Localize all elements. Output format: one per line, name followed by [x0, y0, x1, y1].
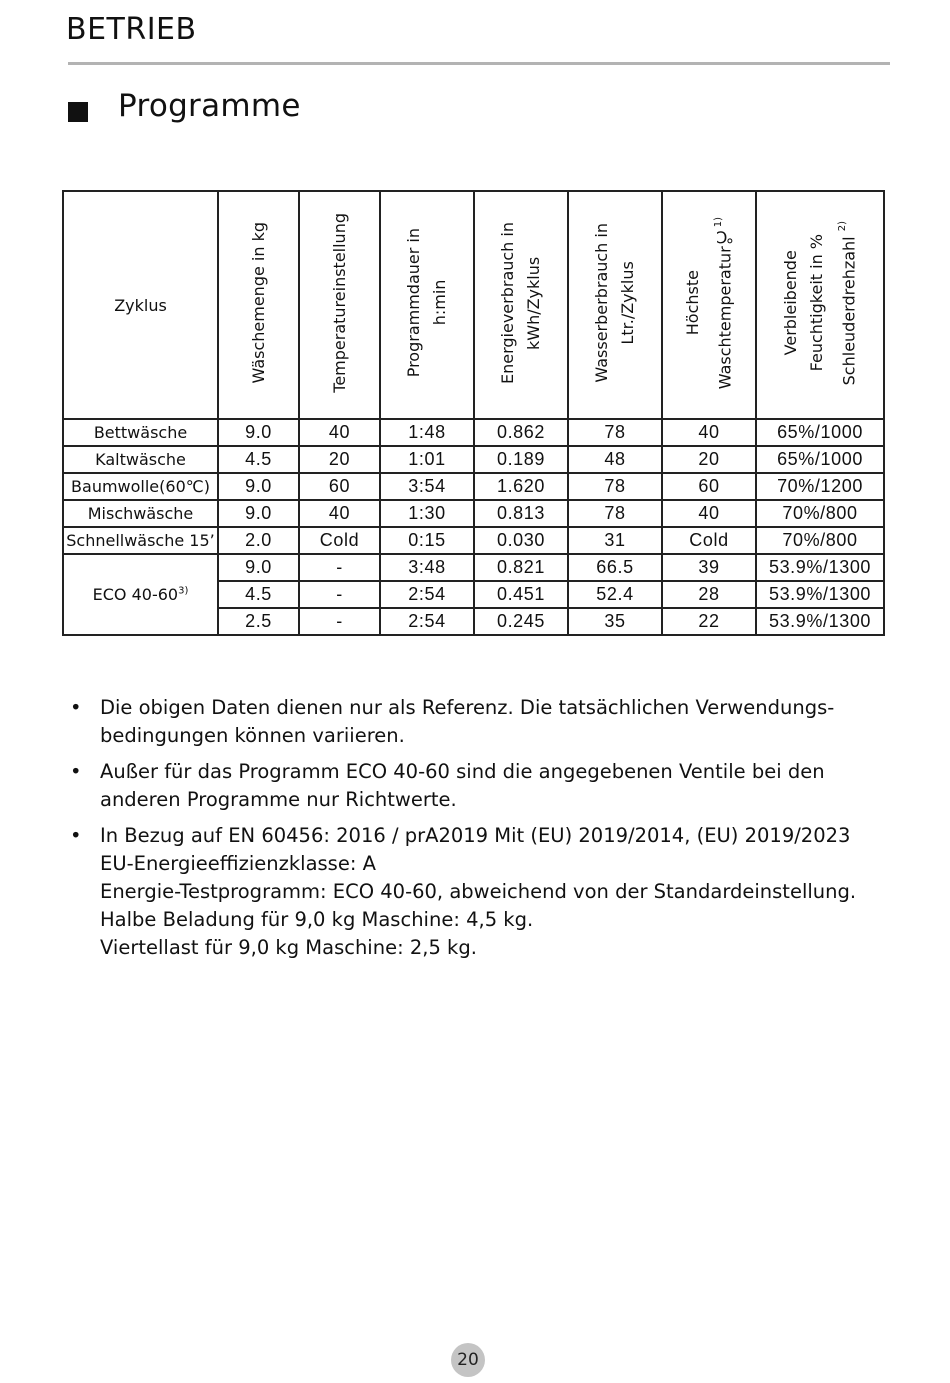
cell-moisture: 65%/1000 — [756, 419, 884, 446]
column-header-max-temperature: Höchste Waschtemperatur℃$^{1)}$ — [662, 191, 756, 419]
cell-water: 66.5 — [568, 554, 662, 581]
cell-duration: 1:30 — [380, 500, 474, 527]
header-divider — [68, 62, 890, 65]
cell-moisture: 70%/800 — [756, 500, 884, 527]
table-row — [63, 527, 884, 554]
column-header-energy: Energieverbrauch in kWh/Zyklus — [474, 191, 568, 419]
cell-duration: 0:15 — [380, 527, 474, 554]
cell-cycle: Baumwolle(60℃) — [63, 473, 218, 500]
cell-water: 78 — [568, 419, 662, 446]
cell-temp: 40 — [299, 500, 380, 527]
cell-cycle-eco: ECO 40-60$^{3)}$ — [63, 554, 218, 635]
cell-energy: 1.620 — [474, 473, 568, 500]
list-item: • In Bezug auf EN 60456: 2016 / prA2019 Mit (EU) 2019/2014, (EU) 2019/2023 EU-Energieeffizienzklasse: A Energie-Testprogramm: ECO 40-60, abweichend von der Standardeinstellung. Halbe Beladung für 9,0 kg Maschine: 4,5 kg. Viertellast für 9,0 kg Maschine: 2,5 kg. — [70, 824, 857, 959]
cell-water: 78 — [568, 500, 662, 527]
cell-energy: 0.821 — [474, 554, 568, 581]
cell-water: 78 — [568, 473, 662, 500]
table-row — [63, 446, 884, 473]
cell-temp: 20 — [299, 446, 380, 473]
cell-temp: 40 — [299, 419, 380, 446]
cell-energy: 0.030 — [474, 527, 568, 554]
cell-cycle: Bettwäsche — [63, 419, 218, 446]
notes-list — [70, 694, 890, 970]
column-header-moisture: Verbleibende Feuchtigkeit in % Schleuderdrehzahl $^{2)}$ — [756, 191, 884, 419]
cell-load: 9.0 — [218, 419, 299, 446]
cell-load: 9.0 — [218, 473, 299, 500]
cell-temp: 60 — [299, 473, 380, 500]
table-row — [63, 473, 884, 500]
cell-max-temp: 20 — [662, 446, 756, 473]
cell-load: 4.5 — [218, 446, 299, 473]
cell-duration: 2:54 — [380, 581, 474, 608]
cell-cycle: Schnellwäsche 15’ — [63, 527, 218, 554]
cell-load: 2.0 — [218, 527, 299, 554]
cell-water: 35 — [568, 608, 662, 635]
cell-temp: Cold — [299, 527, 380, 554]
cell-load: 9.0 — [218, 500, 299, 527]
cell-max-temp: 28 — [662, 581, 756, 608]
cell-water: 31 — [568, 527, 662, 554]
cell-max-temp: 22 — [662, 608, 756, 635]
cell-water: 52.4 — [568, 581, 662, 608]
cell-moisture: 70%/1200 — [756, 473, 884, 500]
cell-cycle: Mischwäsche — [63, 500, 218, 527]
cell-max-temp: 40 — [662, 500, 756, 527]
cell-temp: - — [299, 581, 380, 608]
cell-temp: - — [299, 608, 380, 635]
column-header-cycle: Zyklus — [63, 191, 218, 419]
cell-temp: - — [299, 554, 380, 581]
page-header-title: BETRIEB — [66, 12, 197, 47]
cell-load: 2.5 — [218, 608, 299, 635]
section-heading — [68, 88, 301, 124]
table-row — [63, 419, 884, 446]
column-header-water: Wasserberbrauch in Ltr./Zyklus — [568, 191, 662, 419]
bullet-icon: • — [70, 824, 82, 847]
cell-energy: 0.189 — [474, 446, 568, 473]
list-item: • Die obigen Daten dienen nur als Referenz. Die tatsächlichen Verwendungs- bedingungen können variieren. — [70, 696, 835, 747]
cell-duration: 3:48 — [380, 554, 474, 581]
cell-moisture: 70%/800 — [756, 527, 884, 554]
cell-duration: 2:54 — [380, 608, 474, 635]
cell-energy: 0.245 — [474, 608, 568, 635]
section-title: Programme — [118, 88, 301, 124]
cell-max-temp: 39 — [662, 554, 756, 581]
cell-cycle: Kaltwäsche — [63, 446, 218, 473]
cell-moisture: 65%/1000 — [756, 446, 884, 473]
page-number: 20 — [451, 1343, 485, 1377]
bullet-icon: • — [70, 696, 82, 719]
cell-energy: 0.451 — [474, 581, 568, 608]
table-row — [63, 500, 884, 527]
cell-max-temp: Cold — [662, 527, 756, 554]
cell-moisture: 53.9%/1300 — [756, 581, 884, 608]
table-header-row — [63, 191, 884, 419]
cell-energy: 0.813 — [474, 500, 568, 527]
cell-duration: 3:54 — [380, 473, 474, 500]
cell-duration: 1:01 — [380, 446, 474, 473]
table-row — [63, 554, 884, 581]
cell-load: 4.5 — [218, 581, 299, 608]
column-header-load: Wäschemenge in kg — [218, 191, 299, 419]
bullet-icon: • — [70, 760, 82, 783]
square-bullet-icon — [68, 102, 88, 122]
cell-moisture: 53.9%/1300 — [756, 554, 884, 581]
cell-moisture: 53.9%/1300 — [756, 608, 884, 635]
column-header-duration: Programmdauer in h:min — [380, 191, 474, 419]
list-item: • Außer für das Programm ECO 40-60 sind die angegebenen Ventile bei den anderen Programme nur Richtwerte. — [70, 760, 825, 811]
cell-water: 48 — [568, 446, 662, 473]
cell-energy: 0.862 — [474, 419, 568, 446]
cell-max-temp: 40 — [662, 419, 756, 446]
cell-max-temp: 60 — [662, 473, 756, 500]
cell-load: 9.0 — [218, 554, 299, 581]
cell-duration: 1:48 — [380, 419, 474, 446]
program-table — [62, 190, 885, 636]
column-header-temperature: Temperatureinstellung — [299, 191, 380, 419]
